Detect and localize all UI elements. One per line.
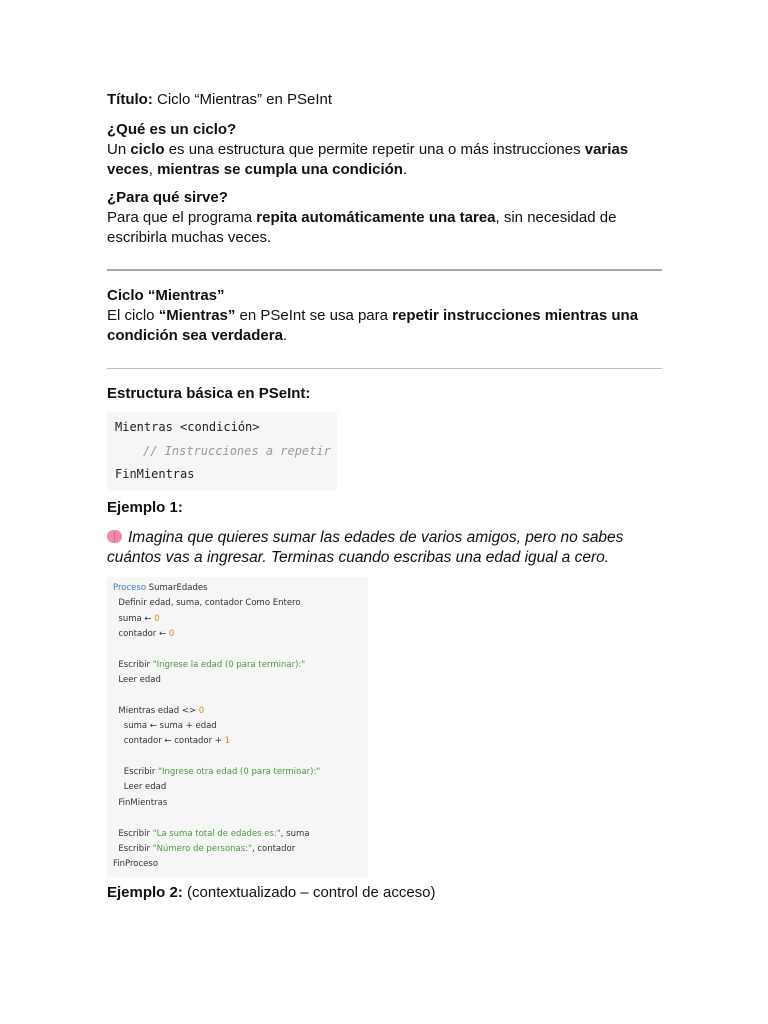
example1-description	[107, 528, 663, 568]
paragraph: Un ciclo es una estructura que permite repetir una o más instrucciones varias	[107, 141, 629, 158]
example1-heading: Ejemplo 1:	[107, 499, 183, 516]
paragraph: veces, mientras se cumpla una condición.	[107, 161, 408, 178]
horizontal-divider	[107, 368, 662, 369]
code-block-example1	[107, 577, 368, 877]
paragraph: condición sea verdadera.	[107, 327, 288, 344]
code-block-structure	[107, 412, 337, 491]
paragraph: El ciclo “Mientras” en PSeInt se usa para repetir instrucciones mientras una	[107, 307, 639, 324]
code-line: Proceso SumarEdades	[113, 583, 208, 593]
section-heading: ¿Qué es un ciclo?	[107, 121, 237, 138]
section-que-es	[107, 120, 663, 180]
code-line: suma ← 0	[113, 613, 160, 624]
code-comment: // Instrucciones a repetir	[143, 443, 331, 458]
example2-heading: Ejemplo 2:	[107, 884, 183, 901]
code-line: FinMientras	[115, 467, 195, 481]
horizontal-divider	[107, 269, 662, 271]
code-line: contador ← contador + 1	[113, 736, 231, 747]
section-para-que	[107, 188, 663, 248]
code-line: Mientras <condición>	[115, 420, 260, 434]
code-line: Escribir "La suma total de edades es:", suma	[113, 828, 310, 839]
code-line-blank	[113, 811, 368, 826]
code-line: FinProceso	[113, 859, 159, 870]
paragraph: Imagina que quieres sumar las edades de varios amigos, pero no sabes	[107, 528, 663, 548]
code-line: contador ← 0	[113, 629, 175, 640]
title-label: Título:	[107, 91, 153, 108]
title-line	[107, 90, 332, 110]
code-line: Definir edad, suma, contador Como Entero	[113, 598, 301, 609]
code-line: Leer edad	[113, 782, 167, 793]
section-heading: ¿Para qué sirve?	[107, 189, 228, 206]
paragraph: escribirla muchas veces.	[107, 229, 272, 246]
section-heading: Ciclo “Mientras”	[107, 287, 225, 304]
example2-line	[107, 883, 436, 903]
code-line-blank	[113, 750, 368, 765]
code-line-blank	[113, 688, 368, 703]
code-line: Escribir "Número de personas:", contador	[113, 843, 296, 854]
brain-icon	[107, 530, 122, 543]
code-line: FinMientras	[113, 797, 168, 808]
paragraph: Para que el programa repita automáticamente una tarea, sin necesidad de	[107, 209, 617, 226]
code-line: Leer edad	[113, 675, 161, 686]
structure-heading: Estructura básica en PSeInt:	[107, 385, 311, 402]
code-line: suma ← suma + edad	[113, 721, 217, 732]
title-text: Ciclo “Mientras” en PSeInt	[152, 91, 333, 108]
example2-text: (contextualizado – control de acceso)	[182, 884, 436, 901]
section-ciclo-mientras	[107, 286, 663, 346]
code-line: Escribir "Ingrese otra edad (0 para terminar):"	[113, 767, 321, 778]
paragraph: cuántos vas a ingresar. Terminas cuando escribas una edad igual a cero.	[107, 549, 610, 566]
code-line-blank	[113, 642, 368, 657]
code-line: Escribir "Ingrese la edad (0 para terminar):"	[113, 659, 306, 670]
code-line: Mientras edad <> 0	[113, 705, 205, 716]
